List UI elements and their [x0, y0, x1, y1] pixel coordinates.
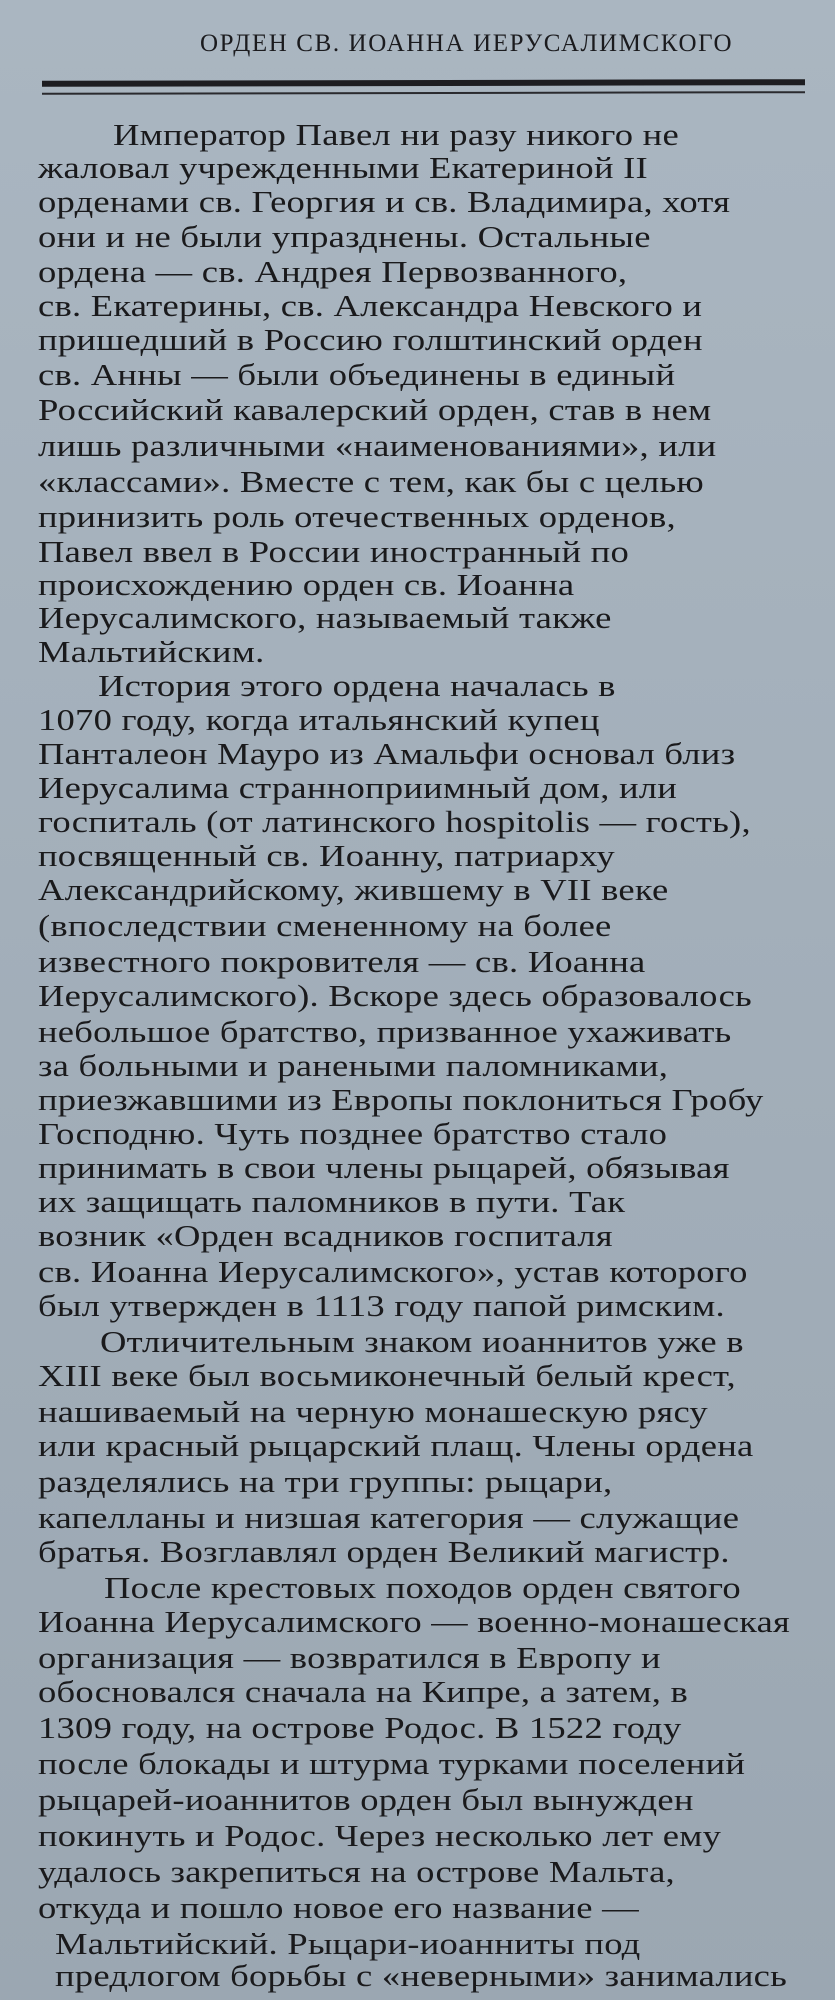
text-line: «классами». Вместе с тем, как бы с целью: [38, 464, 704, 499]
text-line: известного покровителя — св. Иоанна: [38, 944, 646, 979]
text-line: Российский кавалерский орден, став в нем: [38, 392, 712, 427]
text-line: возник «Орден всадников госпиталя: [38, 1218, 613, 1253]
text-line: они и не были упразднены. Остальные: [38, 219, 651, 254]
text-line: капелланы и низшая категория — служащие: [38, 1500, 740, 1535]
text-line: Иерусалимского). Вскоре здесь образовалось: [38, 978, 752, 1013]
text-line: небольшое братство, призванное ухаживать: [38, 1014, 732, 1049]
text-line: удалось закрепиться на острове Мальта,: [38, 1854, 675, 1889]
text-line: приезжавшими из Европы поклониться Гробу: [38, 1082, 764, 1117]
text-line: св. Иоанна Иерусалимского», устав которого: [38, 1254, 748, 1289]
text-line: обосновался сначала на Кипре, а затем, в: [38, 1674, 689, 1709]
text-line: Отличительным знаком иоаннитов уже в: [100, 1324, 744, 1359]
text-line: Мальтийским.: [38, 634, 265, 669]
text-line: их защищать паломников в пути. Так: [38, 1184, 626, 1219]
text-line: Император Павел ни разу никого не: [113, 117, 679, 152]
text-line: XIII веке был восьмиконечный белый крест,: [38, 1358, 736, 1393]
text-line: Мальтийский. Рыцари-иоанниты под: [55, 1926, 641, 1961]
text-line: св. Екатерины, св. Александра Невского и: [38, 288, 703, 323]
text-line: посвященный св. Иоанну, патриарху: [38, 838, 615, 873]
text-line: покинуть и Родос. Через несколько лет ему: [38, 1818, 722, 1853]
text-line: 1070 году, когда итальянский купец: [38, 702, 600, 737]
text-line: разделялись на три группы: рыцари,: [38, 1464, 613, 1499]
text-line: лишь различными «наименованиями», или: [38, 428, 717, 463]
text-line: ордена — св. Андрея Первозванного,: [38, 254, 628, 289]
text-line: нашиваемый на черную монашескую рясу: [38, 1394, 708, 1429]
text-line: после блокады и штурма турками поселений: [38, 1746, 746, 1781]
text-line: Александрийскому, жившему в VII веке: [38, 872, 669, 907]
text-line: История этого ордена началась в: [98, 668, 616, 703]
text-line: орденами св. Георгия и св. Владимира, хотя: [38, 184, 731, 219]
text-line: Павел ввел в России иностранный по: [38, 534, 630, 569]
text-line: или красный рыцарский плащ. Члены ордена: [38, 1428, 754, 1463]
text-line: Панталеон Мауро из Амальфи основал близ: [38, 736, 736, 771]
text-line: Господню. Чуть позднее братство стало: [38, 1116, 668, 1151]
running-header: ОРДЕН СВ. ИОАННА ИЕРУСАЛИМСКОГО: [200, 30, 734, 57]
text-line: Иерусалима странноприимный дом, или: [38, 770, 678, 805]
text-line: братья. Возглавлял орден Великий магистр.: [38, 1534, 730, 1569]
text-line: был утвержден в 1113 году папой римским.: [38, 1288, 725, 1323]
text-line: госпиталь (от латинского hospitolis — гость),: [38, 804, 751, 839]
text-line: (впоследствии смененному на более: [38, 908, 612, 943]
text-line: После крестовых походов орден святого: [104, 1570, 741, 1605]
text-line: откуда и пошло новое его название —: [38, 1890, 639, 1925]
text-line: Иерусалимского, называемый также: [38, 600, 612, 635]
text-line: принизить роль отечественных орденов,: [38, 499, 676, 534]
text-line: принимать в свои члены рыцарей, обязывая: [38, 1150, 730, 1185]
text-line: организация — возвратился в Европу и: [38, 1640, 661, 1675]
text-line: Иоанна Иерусалимского — военно-монашеская: [38, 1604, 790, 1639]
text-line: жаловал учрежденными Екатериной II: [38, 150, 648, 185]
text-line: происхождению орден св. Иоанна: [38, 567, 575, 602]
text-line: рыцарей-иоаннитов орден был вынужден: [38, 1782, 694, 1817]
text-line: предлогом борьбы с «неверными» занимались: [55, 1958, 788, 1993]
text-line: 1309 году, на острове Родос. В 1522 году: [38, 1710, 682, 1745]
text-line: св. Анны — были объединены в единый: [38, 357, 676, 392]
text-line: пришедший в Россию голштинский орден: [38, 322, 703, 357]
text-line: за больными и ранеными паломниками,: [38, 1048, 669, 1083]
